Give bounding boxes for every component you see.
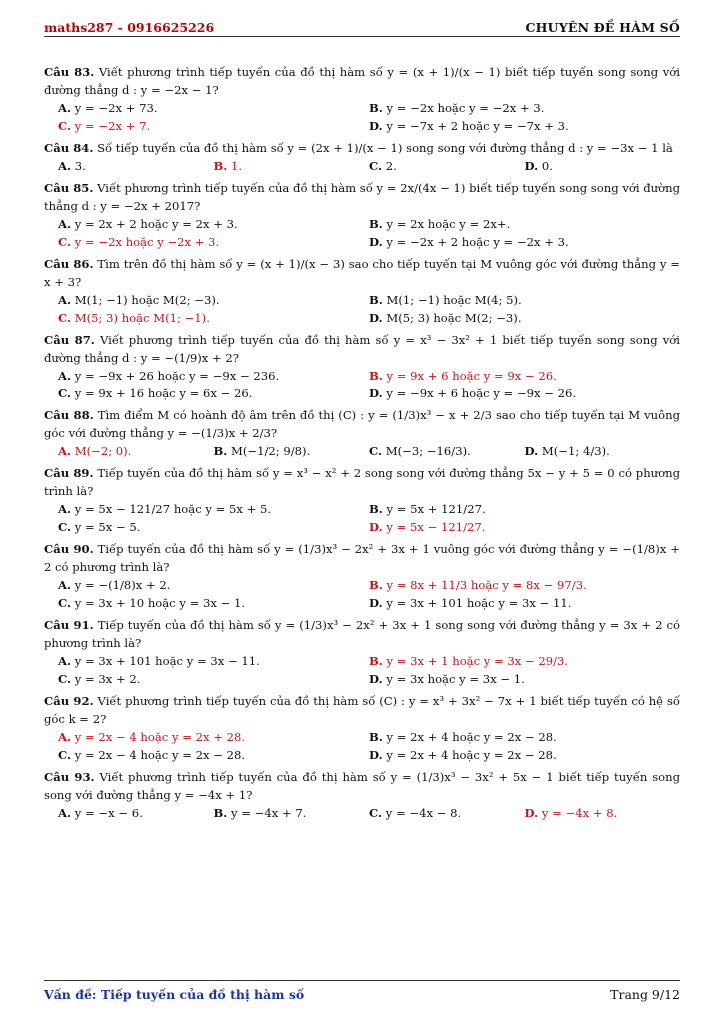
question-number: Câu 86. [44, 256, 94, 271]
option-a[interactable]: A. y = 2x − 4 hoặc y = 2x + 28. [58, 729, 246, 744]
question-86 [44, 256, 680, 328]
option-b[interactable]: B. y = 8x + 11/3 hoặc y = 8x − 97/3. [369, 578, 587, 593]
option-a[interactable]: A. y = 5x − 121/27 hoặc y = 5x + 5. [58, 502, 272, 517]
option-c[interactable]: C. y = 9x + 16 hoặc y = 6x − 26. [58, 386, 253, 401]
question-stem: Viết phương trình tiếp tuyến của đồ thị hàm số y = x³ − 3x² + 1 biết tiếp tuyến song song với đường thẳng d : y = −(1/9)x + 2? [44, 332, 680, 365]
option-d[interactable]: D. y = −9x + 6 hoặc y = −9x − 26. [369, 386, 577, 401]
option-a[interactable]: A. y = −(1/8)x + 2. [58, 578, 171, 593]
question-number: Câu 83. [44, 65, 95, 79]
question-list [44, 64, 680, 827]
option-b[interactable]: B. M(−1/2; 9/8). [213, 444, 311, 459]
question-stem: Tiếp tuyến của đồ thị hàm số y = x³ − x² + 2 song song với đường thẳng 5x − y + 5 = 0 có phương trình là? [44, 466, 680, 499]
option-c[interactable]: C. y = 2x − 4 hoặc y = 2x − 28. [58, 747, 246, 762]
question-number: Câu 90. [44, 542, 94, 557]
page-header [44, 18, 680, 37]
option-c[interactable]: C. y = −4x − 8. [369, 805, 462, 820]
question-89 [44, 465, 680, 537]
option-d[interactable]: D. M(−1; 4/3). [524, 444, 610, 459]
option-b[interactable]: B. M(1; −1) hoặc M(4; 5). [369, 292, 522, 307]
question-90 [44, 541, 680, 613]
option-d[interactable]: D. 0. [524, 158, 553, 173]
question-84 [44, 140, 680, 176]
question-92 [44, 693, 680, 765]
option-a[interactable]: A. M(1; −1) hoặc M(2; −3). [58, 292, 220, 307]
question-number: Câu 91. [44, 618, 94, 633]
question-number: Câu 88. [44, 408, 94, 423]
option-d[interactable]: D. y = −7x + 2 hoặc y = −7x + 3. [369, 118, 569, 133]
footer-topic: Vấn đề: Tiếp tuyến của đồ thị hàm số [44, 987, 305, 1002]
option-a[interactable]: A. y = −2x + 73. [58, 100, 158, 115]
question-87 [44, 332, 680, 404]
option-b[interactable]: B. y = 2x + 4 hoặc y = 2x − 28. [369, 729, 557, 744]
option-a[interactable]: A. 3. [58, 158, 86, 173]
option-d[interactable]: D. y = 5x − 121/27. [369, 520, 486, 535]
question-stem: Tìm điểm M có hoành độ âm trên đồ thị (C) : y = (1/3)x³ − x + 2/3 sao cho tiếp tuyến tại M vuông góc với đường thẳng y = −(1/3)x + 2/3? [44, 408, 680, 441]
document-page [44, 0, 680, 1024]
question-number: Câu 87. [44, 332, 95, 347]
option-c[interactable]: C. M(5; 3) hoặc M(1; −1). [58, 310, 210, 325]
option-a[interactable]: A. y = 3x + 101 hoặc y = 3x − 11. [58, 654, 260, 669]
option-d[interactable]: D. y = −4x + 8. [524, 805, 618, 820]
option-c[interactable]: C. y = −2x + 7. [58, 118, 151, 133]
option-d[interactable]: D. y = 3x hoặc y = 3x − 1. [369, 672, 525, 686]
option-a[interactable]: A. y = −9x + 26 hoặc y = −9x − 236. [58, 368, 280, 383]
question-number: Câu 84. [44, 140, 94, 155]
option-d[interactable]: D. y = 3x + 101 hoặc y = 3x − 11. [369, 596, 572, 611]
option-c[interactable]: C. M(−3; −16/3). [369, 444, 471, 459]
question-stem: Số tiếp tuyến của đồ thị hàm số y = (2x + 1)/(x − 1) song song với đường thẳng d : y = −3x − 1 là [97, 140, 673, 155]
question-number: Câu 93. [44, 769, 95, 784]
option-c[interactable]: C. y = −2x hoặc y −2x + 3. [58, 234, 220, 249]
question-stem: Viết phương trình tiếp tuyến của đồ thị hàm số (C) : y = x³ + 3x² − 7x + 1 biết tiếp tuyến có hệ số góc k = 2? [44, 693, 680, 726]
option-d[interactable]: D. y = −2x + 2 hoặc y = −2x + 3. [369, 234, 569, 249]
option-c[interactable]: C. y = 3x + 10 hoặc y = 3x − 1. [58, 596, 246, 611]
question-stem: Viết phương trình tiếp tuyến của đồ thị hàm số y = (1/3)x³ − 3x² + 5x − 1 biết tiếp tuyến song song với đường thẳng y = −4x + 1? [44, 769, 681, 802]
option-c[interactable]: C. y = 5x − 5. [58, 520, 141, 535]
question-stem: Tìm trên đồ thị hàm số y = (x + 1)/(x − 3) sao cho tiếp tuyến tại M vuông góc với đường thẳng y = x + 3? [44, 256, 680, 289]
header-topic: CHUYÊN ĐỀ HÀM SỐ [525, 20, 680, 35]
question-91 [44, 617, 680, 689]
option-d[interactable]: D. y = 2x + 4 hoặc y = 2x − 28. [369, 747, 557, 762]
option-c[interactable]: C. 2. [369, 158, 397, 173]
option-a[interactable]: A. y = −x − 6. [58, 805, 143, 820]
option-d[interactable]: D. M(5; 3) hoặc M(2; −3). [369, 310, 522, 325]
header-contact: maths287 - 0916625226 [44, 20, 215, 35]
option-b[interactable]: B. y = −4x + 7. [213, 805, 307, 820]
option-b[interactable]: B. 1. [213, 158, 243, 173]
question-85 [44, 180, 680, 252]
question-number: Câu 85. [44, 180, 94, 195]
option-b[interactable]: B. y = 9x + 6 hoặc y = 9x − 26. [369, 368, 557, 383]
option-a[interactable]: A. M(−2; 0). [58, 444, 132, 459]
question-83 [44, 64, 680, 136]
option-b[interactable]: B. y = 2x hoặc y = 2x+. [369, 216, 511, 231]
question-88 [44, 407, 680, 461]
page-footer [44, 980, 680, 1005]
option-c[interactable]: C. y = 3x + 2. [58, 672, 141, 686]
question-stem: Viết phương trình tiếp tuyến của đồ thị hàm số y = 2x/(4x − 1) biết tiếp tuyến song song với đường thẳng d : y = −2x + 2017? [44, 180, 680, 213]
question-stem: Tiếp tuyến của đồ thị hàm số y = (1/3)x³ − 2x² + 3x + 1 vuông góc với đường thẳng y = −(1/8)x + 2 có phương trình là? [44, 542, 680, 575]
option-b[interactable]: B. y = 5x + 121/27. [369, 502, 486, 517]
question-93 [44, 769, 680, 823]
option-b[interactable]: B. y = 3x + 1 hoặc y = 3x − 29/3. [369, 654, 569, 669]
question-stem: Viết phương trình tiếp tuyến của đồ thị hàm số y = (x + 1)/(x − 1) biết tiếp tuyến song song với đường thẳng d : y = −2x − 1? [44, 65, 680, 97]
page-number: Trang 9/12 [610, 987, 680, 1002]
question-number: Câu 92. [44, 693, 94, 708]
question-number: Câu 89. [44, 466, 94, 481]
option-a[interactable]: A. y = 2x + 2 hoặc y = 2x + 3. [58, 216, 238, 231]
option-b[interactable]: B. y = −2x hoặc y = −2x + 3. [369, 100, 545, 115]
question-stem: Tiếp tuyến của đồ thị hàm số y = (1/3)x³ − 2x² + 3x + 1 song song với đường thẳng y = 3x + 2 có phương trình là? [44, 618, 680, 651]
